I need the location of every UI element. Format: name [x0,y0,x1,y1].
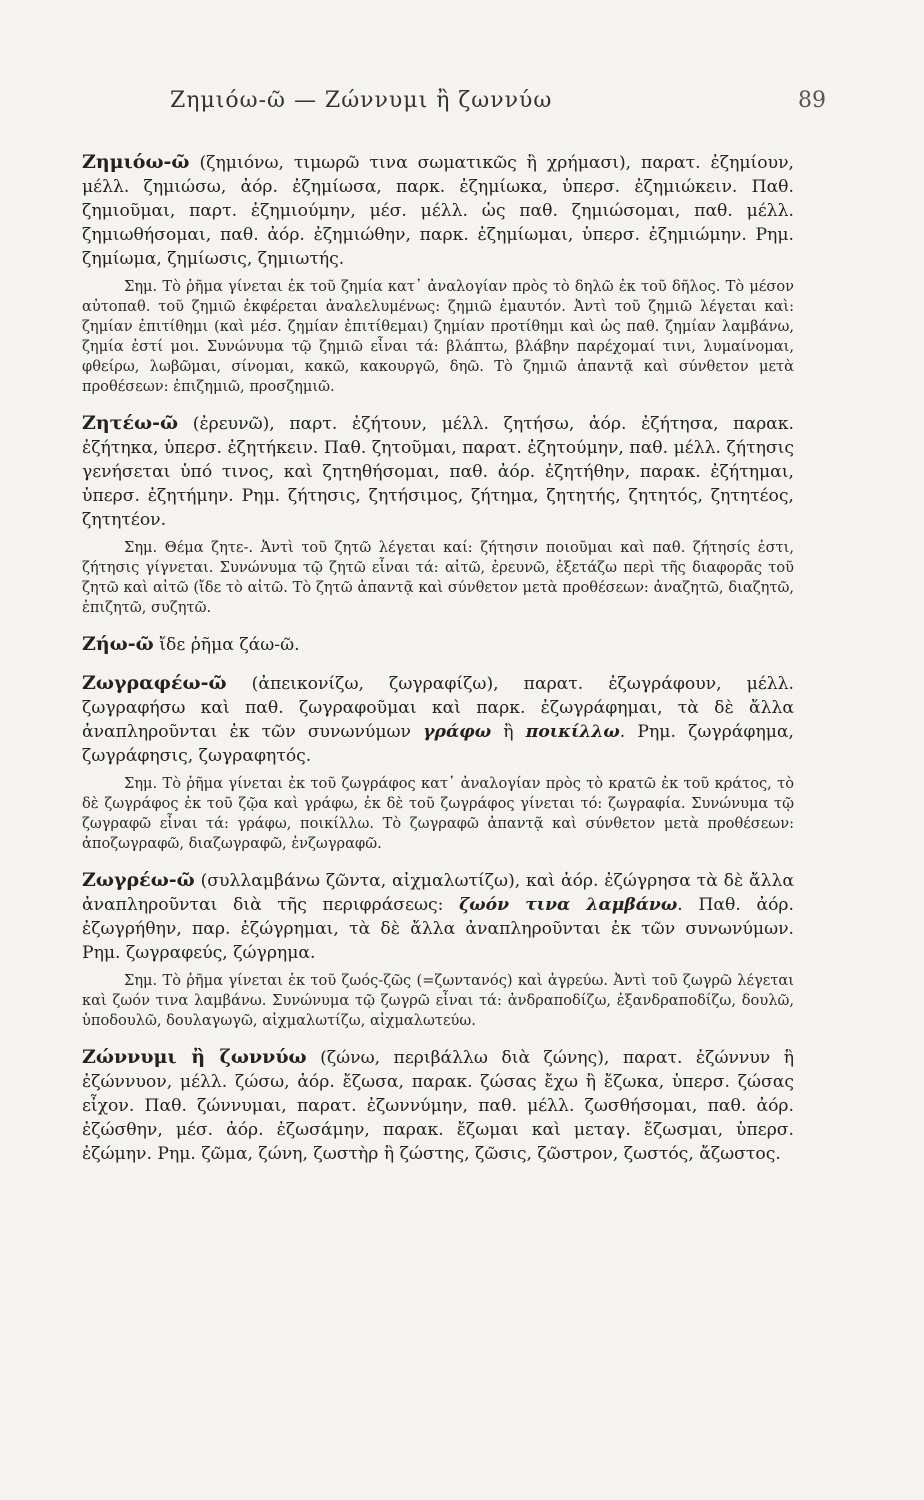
entry-body: (ζώνω, περιβάλλω διὰ ζώνης), παρατ. ἐζώννυν ἢ ἐζώννυον, μέλλ. ζώσω, ἀόρ. ἔζωσα, παρακ. ζώσας ἔχω ἢ ἔζωκα, ὑπερσ. ζώσας εἶχον. Παθ. ζώννυμαι, παρατ. ἐζωννύμην, παθ. μέλλ. ζωσθήσομαι, παθ. ἀόρ. ἐζώσθην, μέσ. ἀόρ. ἐζωσάμην, παρακ. ἔζωμαι καὶ μεταγ. ἔζωσμαι, ὑπερσ. ἐζώμην. Ρημ. ζῶμα, ζώνη, ζωστὴρ ἢ ζώστης, ζῶσις, ζῶστρον, ζωστός, ἄζωστος. [82,1048,795,1164]
entry-note [82,277,794,397]
note-body: Θέμα ζητε-. Ἀντὶ τοῦ ζητῶ λέγεται καί: ζήτησιν ποιοῦμαι καὶ παθ. ζήτησίς ἐστι, ζήτησις γίγνεται. Συνώνυμα τῷ ζητῶ εἶναι τά: αἰτῶ, ἐρευνῶ, ἐξετάζω περὶ τῆς διαφορᾶς τοῦ ζητῶ καὶ αἰτῶ (ἴδε τὸ αἰτῶ. Τὸ ζητῶ ἀπαντᾷ καὶ σύνθετον μετὰ προθέσεων: ἀναζητῶ, διαζητῶ, ἐπιζητῶ, συζητῶ. [82,539,794,616]
entry-main-text [82,150,794,271]
entry-body-part: . Παθ. ἀόρ. ἐζωγρήθην, παρ. ἐζώγρημαι, τὰ δὲ ἄλλα ἀναπληροῦνται ἐκ τῶν συνωνύμων. Ρημ. ζωγραφεύς, ζώγρημα. [82,895,794,963]
note-label: Σημ. [124,278,158,295]
page-content [82,150,794,1180]
note-label: Σημ. [124,775,158,792]
headword: Ζητέω-ῶ [82,412,179,434]
entry-zographeo [82,671,794,854]
entry-body: (ἐρευνῶ), παρτ. ἐζήτουν, μέλλ. ζητήσω, ἀόρ. ἐζήτησα, παρακ. ἐζήτηκα, ὑπερσ. ἐζητήκειν. Παθ. ζητοῦμαι, παρατ. ἐζητούμην, παθ. μέλλ. ζήτησις γενήσεται ὑπό τινος, καὶ ζητηθήσομαι, παθ. ἀόρ. ἐζητήθην, παρακ. ἐζήτημαι, ὑπερσ. ἐζητήμην. Ρημ. ζήτησις, ζητήσιμος, ζήτημα, ζητητής, ζητητός, ζητητέος, ζητητέον. [82,414,794,530]
headword: Ζωγρέω-ῶ [82,869,195,891]
entry-body-part: ἢ [491,722,526,742]
entry-zemioo [82,150,794,397]
entry-zeteo [82,411,794,618]
entry-main-text [82,671,794,768]
note-label: Σημ. [124,539,158,556]
synonym-grapho: γράφω [423,722,492,742]
entry-note [82,971,794,1031]
entry-body-part: . Ρημ. ζωγράφημα, ζωγράφησις, ζωγραφητός. [82,722,794,766]
entry-main-text [82,868,794,965]
periphrasis: ζωόν τινα λαμβάνω [459,895,678,915]
entry-zogreo [82,868,794,1031]
entry-note [82,538,794,618]
note-body: Τὸ ῥῆμα γίνεται ἐκ τοῦ ζωός-ζῶς (=ζωντανός) καὶ ἀγρεύω. Ἀντὶ τοῦ ζωγρῶ λέγεται καὶ ζωόν τινα λαμβάνω. Συνώνυμα τῷ ζωγρῶ εἶναι τά: ἀνδραποδίζω, ἐξανδραποδίζω, δουλῶ, ὑποδουλῶ, δουλαγωγῶ, αἰχμαλωτίζω, αἰχμαλωτεύω. [82,972,794,1029]
entry-main-text [82,1045,794,1166]
headword: Ζήω-ῶ [82,633,154,655]
note-body: Τὸ ῥῆμα γίνεται ἐκ τοῦ ζημία κατ᾿ ἀναλογίαν πρὸς τὸ δηλῶ ἐκ τοῦ δῆλος. Τὸ μέσον αὐτοπαθ. τοῦ ζημιῶ ἐκφέρεται ἀναλελυμένως: ζημιῶ ἐμαυτόν. Ἀντὶ τοῦ ζημιῶ λέγεται καὶ: ζημίαν ἐπιτίθημι (καὶ μέσ. ζημίαν ἐπιτίθεμαι) ζημίαν προτίθημι καὶ ὡς παθ. ζημίαν λαμβάνω, ζημία ἐστί μοι. Συνώνυμα τῷ ζημιῶ εἶναι τά: βλάπτω, βλάβην παρέχομαί τινι, λυμαίνομαι, φθείρω, λωβῶμαι, σίνομαι, κακῶ, κακουργῶ, δηῶ. Τὸ ζημιῶ ἀπαντᾷ καὶ σύνθετον μετὰ προθέσεων: ἐπιζημιῶ, προσζημιῶ. [82,278,794,395]
running-title: Ζημιόω-ῶ — Ζώννυμι ἢ ζωννύω [170,88,553,113]
headword: Ζωγραφέω-ῶ [82,672,227,694]
page-number: 89 [798,88,826,113]
entry-zeo [82,632,794,657]
entry-body-part: (συλλαμβάνω ζῶντα, αἰχμαλωτίζω), καὶ ἀόρ. ἐζώγρησα τὰ δὲ ἄλλα ἀναπληροῦνται διὰ τῆς περιφράσεως: [82,871,795,915]
entry-zonnymi [82,1045,794,1166]
entry-main-text [82,632,794,657]
note-label: Σημ. [124,972,158,989]
entry-body: (ζημιόνω, τιμωρῶ τινα σωματικῶς ἢ χρήμασι), παρατ. ἐζημίουν, μέλλ. ζημιώσω, ἀόρ. ἐζημίωσα, παρκ. ἐζημίωκα, ὑπερσ. ἐζημιώκειν. Παθ. ζημιοῦμαι, παρτ. ἐζημιούμην, μέσ. μέλλ. ὡς παθ. ζημιώσομαι, παθ. μέλλ. ζημιωθήσομαι, παθ. ἀόρ. ἐζημιώθην, παρκ. ἐζημίωμαι, ὑπερσ. ἐζημιώμην. Ρημ. ζημίωμα, ζημίωσις, ζημιωτής. [82,153,795,269]
entry-body-part: (ἀπεικονίζω, ζωγραφίζω), παρατ. ἐζωγράφουν, μέλλ. ζωγραφήσω καὶ παθ. ζωγραφοῦμαι καὶ παρκ. ἐζωγράφημαι, τὰ δὲ ἄλλα ἀναπληροῦνται ἐκ τῶν συνωνύμων [82,674,794,742]
headword: Ζημιόω-ῶ [82,151,190,173]
entry-body: ἴδε ῥῆμα ζάω-ῶ. [159,635,300,655]
entry-note [82,774,794,854]
page-header [0,88,924,118]
note-body: Τὸ ῥῆμα γίνεται ἐκ τοῦ ζωγράφος κατ᾿ ἀναλογίαν πρὸς τὸ κρατῶ ἐκ τοῦ κράτος, τὸ δὲ ζωγράφος ἐκ τοῦ ζῷα καὶ γράφω, ἐκ δὲ τοῦ ζωγράφος γίνεται τό: ζωγραφία. Συνώνυμα τῷ ζωγραφῶ εἶναι τά: γράφω, ποικίλλω. Τὸ ζωγραφῶ ἀπαντᾷ καὶ σύνθετον μετὰ προθέσεων: ἀποζωγραφῶ, διαζωγραφῶ, ἐνζωγραφῶ. [82,775,794,852]
headword: Ζώννυμι ἢ ζωννύω [82,1046,307,1068]
synonym-poikillo: ποικίλλω [525,722,620,742]
entry-main-text [82,411,794,532]
